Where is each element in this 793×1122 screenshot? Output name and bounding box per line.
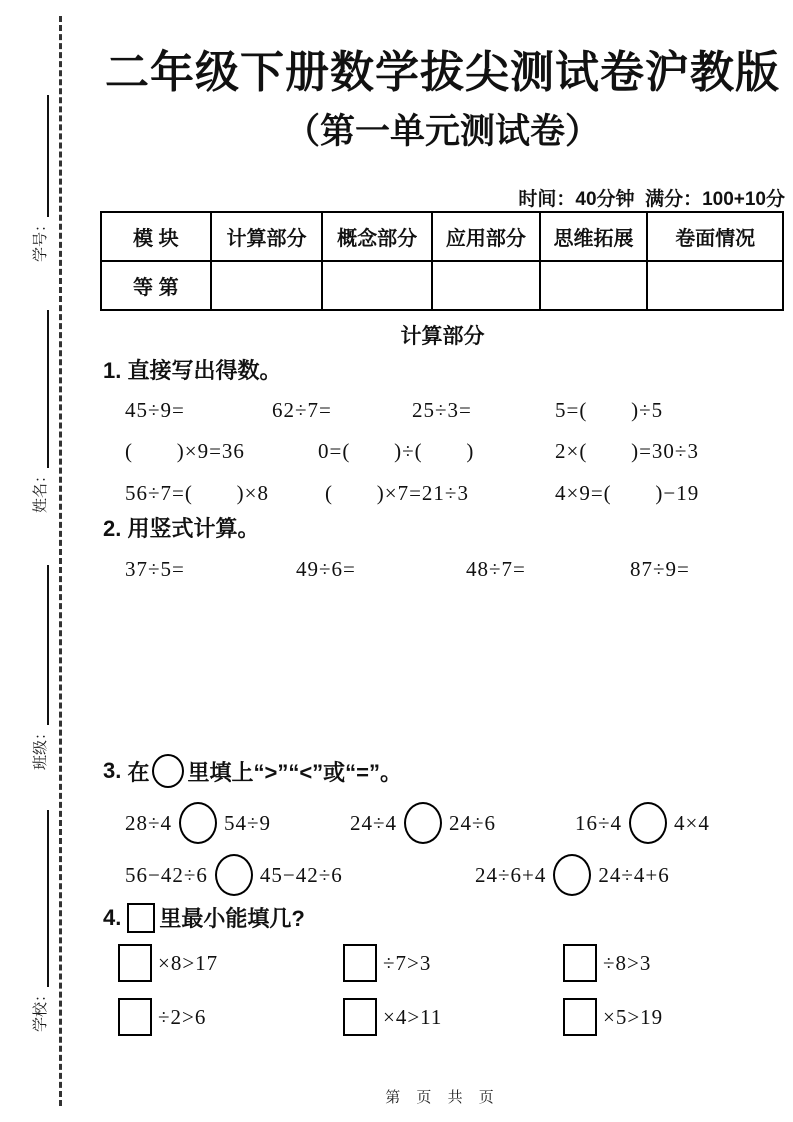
student-name-fill-line: [29, 310, 50, 468]
compare-right: 45−42÷6: [259, 862, 343, 887]
grade-row-label: 等 第: [101, 261, 211, 310]
q3-title-post: 里填上“>”“<”或“=”。: [187, 759, 403, 785]
class-fill-line: [29, 565, 50, 725]
compare-left: 28÷4: [125, 810, 173, 835]
school-label: 学校：: [31, 986, 49, 1032]
q2-expression: 49÷6=: [296, 557, 356, 581]
compare-left: 56−42÷6: [125, 862, 208, 887]
score-header-presentation: 卷面情况: [647, 212, 783, 261]
compare-right: 4×4: [674, 810, 710, 835]
q1-row-3: [100, 475, 785, 511]
fill-box-item: [118, 994, 206, 1040]
student-name-label: 姓名：: [31, 467, 49, 513]
fill-box-expression: ÷2>6: [158, 1004, 207, 1029]
compare-item: [350, 800, 496, 846]
fill-box-icon: [118, 998, 152, 1036]
q1-expression: 0=( )÷( ): [318, 439, 475, 463]
fill-box-expression: ×5>19: [603, 1004, 664, 1029]
compare-left: 16÷4: [575, 810, 623, 835]
grade-cell-concept: [322, 261, 432, 310]
fill-box-icon: [563, 998, 597, 1036]
q4-row-1: [100, 940, 785, 976]
score-header-module: 模 块: [101, 212, 211, 261]
fill-box-icon: [343, 944, 377, 982]
paper-subtitle: （第一单元测试卷）: [284, 112, 600, 151]
q1-expression: ( )×7=21÷3: [325, 481, 469, 505]
q2-expression: 48÷7=: [466, 557, 526, 581]
compare-right: 24÷4+6: [598, 862, 670, 887]
q4-number: 4.: [103, 904, 122, 930]
fill-box-item: [343, 994, 442, 1040]
q1-row-1: [100, 392, 785, 428]
compare-left: 24÷4: [350, 810, 398, 835]
q1-expression: 25÷3=: [412, 398, 472, 422]
fill-box-icon: [563, 944, 597, 982]
q1-expression: 4×9=( )−19: [555, 481, 700, 505]
student-name-field: [22, 310, 56, 513]
page-footer: 第 页 共 页: [385, 1089, 500, 1106]
compare-circle-icon: [404, 802, 442, 844]
q3-title-pre: 在: [121, 759, 150, 785]
time-score-info: 时间：40分钟 满分：100+10分: [518, 189, 785, 210]
paper-body: [100, 0, 785, 1122]
question-1-title: 1. 直接写出得数。: [103, 358, 282, 383]
q1-row-2: [100, 433, 785, 469]
score-table-grade-row: [101, 261, 783, 310]
class-label: 班级：: [31, 724, 49, 770]
compare-circle-icon: [179, 802, 217, 844]
grade-cell-calculation: [211, 261, 323, 310]
fill-box-expression: ÷7>3: [383, 950, 432, 975]
section-title: 计算部分: [400, 325, 485, 348]
q3-row-1: [100, 800, 785, 836]
school-fill-line: [29, 810, 50, 987]
grade-cell-application: [432, 261, 540, 310]
fill-box-icon: [343, 998, 377, 1036]
compare-right: 54÷9: [224, 810, 272, 835]
compare-item: [125, 852, 343, 898]
question-2-title: 2. 用竖式计算。: [103, 516, 260, 541]
q1-expression: 5=( )÷5: [555, 398, 664, 422]
q3-number: 3.: [103, 758, 122, 783]
class-field: [22, 565, 56, 770]
score-header-calculation: 计算部分: [211, 212, 323, 261]
question-3-title: [103, 754, 402, 788]
fill-box-expression: ×4>11: [383, 1004, 443, 1029]
q4-row-2: [100, 994, 785, 1030]
score-table: [100, 211, 784, 311]
compare-circle-icon: [152, 754, 184, 788]
student-id-field: [22, 95, 56, 262]
grade-cell-thinking: [540, 261, 648, 310]
compare-item: [575, 800, 710, 846]
compare-circle-icon: [215, 854, 253, 896]
compare-circle-icon: [553, 854, 591, 896]
fill-box-expression: ×8>17: [158, 950, 219, 975]
score-header-concept: 概念部分: [322, 212, 432, 261]
q1-expression: 2×( )=30÷3: [555, 439, 699, 463]
paper-title: 二年级下册数学拔尖测试卷沪教版: [105, 48, 780, 97]
fill-box-expression: ÷8>3: [603, 950, 652, 975]
q2-row: [100, 551, 785, 587]
q2-expression: 87÷9=: [630, 557, 690, 581]
fill-box-item: [343, 940, 431, 986]
student-id-label: 学号：: [31, 216, 49, 262]
compare-right: 24÷6: [449, 810, 497, 835]
binding-dashed-line: [59, 16, 62, 1106]
q2-expression: 37÷5=: [125, 557, 185, 581]
compare-circle-icon: [629, 802, 667, 844]
question-4-title: [103, 902, 305, 933]
score-header-thinking: 思维拓展: [540, 212, 648, 261]
q3-row-2: [100, 852, 785, 888]
q4-title-post: 里最小能填几?: [159, 906, 305, 931]
grade-cell-presentation: [647, 261, 783, 310]
compare-item: [125, 800, 271, 846]
score-header-application: 应用部分: [432, 212, 540, 261]
compare-left: 24÷6+4: [475, 862, 547, 887]
q1-expression: 62÷7=: [272, 398, 332, 422]
fill-box-icon: [118, 944, 152, 982]
compare-item: [475, 852, 670, 898]
fill-box-item: [563, 994, 663, 1040]
fill-box-item: [118, 940, 218, 986]
student-id-fill-line: [29, 95, 50, 217]
score-table-header-row: [101, 212, 783, 261]
q1-expression: 56÷7=( )×8: [125, 481, 269, 505]
q1-expression: ( )×9=36: [125, 439, 245, 463]
fill-box-item: [563, 940, 651, 986]
school-field: [22, 810, 56, 1032]
fill-box-icon: [127, 903, 155, 933]
q1-expression: 45÷9=: [125, 398, 185, 422]
